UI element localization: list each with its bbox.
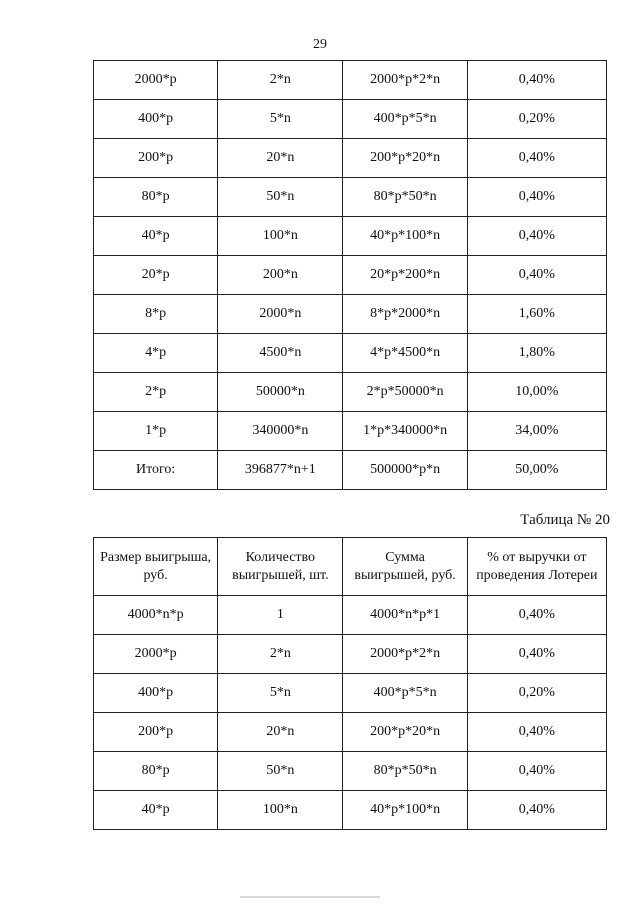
cell-prize-sum: 200*р*20*n — [343, 139, 467, 178]
cell-prize-size: 2*р — [94, 373, 218, 412]
table-row — [94, 295, 607, 334]
cell-prize-sum: 200*р*20*n — [343, 713, 467, 752]
cell-revenue-percent: 0,40% — [467, 635, 606, 674]
table-row — [94, 61, 607, 100]
cell-prize-sum: 4000*n*р*1 — [343, 596, 467, 635]
cell-prize-count: 100*n — [218, 791, 343, 830]
cell-prize-count: 200*n — [218, 256, 343, 295]
cell-prize-sum: 20*р*200*n — [343, 256, 467, 295]
cell-prize-count: 50*n — [218, 752, 343, 791]
table-row — [94, 139, 607, 178]
cell-revenue-percent: 1,60% — [467, 295, 606, 334]
cell-revenue-percent: 10,00% — [467, 373, 606, 412]
cell-revenue-percent: 0,40% — [467, 217, 606, 256]
header-revenue-percent: % от выручки от проведения Лотереи — [467, 538, 606, 596]
cell-prize-size: 40*р — [94, 791, 218, 830]
cell-prize-size: 1*р — [94, 412, 218, 451]
prize-table-body — [94, 61, 607, 490]
cell-prize-size: 200*р — [94, 713, 218, 752]
prize-table-20 — [93, 537, 607, 830]
cell-revenue-percent: 34,00% — [467, 412, 606, 451]
cell-prize-size: 80*р — [94, 752, 218, 791]
header-prize-size: Размер выигрыша, руб. — [94, 538, 218, 596]
cell-revenue-percent: 50,00% — [467, 451, 606, 490]
cell-prize-size: Итого: — [94, 451, 218, 490]
cell-prize-size: 80*р — [94, 178, 218, 217]
cell-revenue-percent: 0,40% — [467, 713, 606, 752]
table-row — [94, 752, 607, 791]
cell-revenue-percent: 0,40% — [467, 61, 606, 100]
table-row — [94, 674, 607, 713]
cell-prize-count: 20*n — [218, 139, 343, 178]
cell-prize-sum: 400*р*5*n — [343, 674, 467, 713]
table-row — [94, 451, 607, 490]
cell-revenue-percent: 0,20% — [467, 674, 606, 713]
cell-prize-count: 5*n — [218, 674, 343, 713]
page-number: 29 — [313, 37, 327, 52]
cell-prize-count: 100*n — [218, 217, 343, 256]
prize-table-body — [94, 596, 607, 830]
cell-prize-sum: 2*р*50000*n — [343, 373, 467, 412]
cell-prize-sum: 1*р*340000*n — [343, 412, 467, 451]
cell-revenue-percent: 0,40% — [467, 752, 606, 791]
cell-prize-sum: 40*р*100*n — [343, 217, 467, 256]
table-row — [94, 334, 607, 373]
cell-prize-count: 396877*n+1 — [218, 451, 343, 490]
cell-prize-size: 2000*р — [94, 61, 218, 100]
table-row — [94, 791, 607, 830]
cell-prize-sum: 2000*р*2*n — [343, 61, 467, 100]
cell-prize-size: 40*р — [94, 217, 218, 256]
table-row — [94, 596, 607, 635]
cell-prize-sum: 4*р*4500*n — [343, 334, 467, 373]
cell-prize-sum: 8*р*2000*n — [343, 295, 467, 334]
cell-prize-sum: 400*р*5*n — [343, 100, 467, 139]
table-row — [94, 100, 607, 139]
table-row — [94, 217, 607, 256]
header-prize-count: Количество выигрышей, шт. — [218, 538, 343, 596]
cell-revenue-percent: 0,40% — [467, 178, 606, 217]
cell-prize-count: 5*n — [218, 100, 343, 139]
table-row — [94, 412, 607, 451]
cell-revenue-percent: 0,20% — [467, 100, 606, 139]
cell-prize-count: 20*n — [218, 713, 343, 752]
cell-prize-size: 4000*n*р — [94, 596, 218, 635]
scan-mark — [240, 896, 380, 898]
cell-prize-count: 2*n — [218, 635, 343, 674]
cell-revenue-percent: 0,40% — [467, 791, 606, 830]
table-caption: Таблица № 20 — [520, 512, 610, 528]
table-row — [94, 256, 607, 295]
table-header-row — [94, 538, 607, 596]
cell-prize-size: 8*р — [94, 295, 218, 334]
cell-prize-size: 400*р — [94, 100, 218, 139]
prize-table-continued — [93, 60, 607, 490]
cell-prize-sum: 40*р*100*n — [343, 791, 467, 830]
cell-revenue-percent: 0,40% — [467, 139, 606, 178]
cell-revenue-percent: 0,40% — [467, 256, 606, 295]
table-row — [94, 713, 607, 752]
cell-prize-count: 4500*n — [218, 334, 343, 373]
cell-prize-sum: 80*р*50*n — [343, 752, 467, 791]
cell-prize-count: 50*n — [218, 178, 343, 217]
table-row — [94, 635, 607, 674]
header-prize-sum: Сумма выигрышей, руб. — [343, 538, 467, 596]
cell-prize-count: 340000*n — [218, 412, 343, 451]
cell-prize-size: 200*р — [94, 139, 218, 178]
cell-revenue-percent: 1,80% — [467, 334, 606, 373]
cell-prize-size: 2000*р — [94, 635, 218, 674]
table-row — [94, 373, 607, 412]
cell-prize-size: 4*р — [94, 334, 218, 373]
cell-prize-size: 400*р — [94, 674, 218, 713]
table-row — [94, 178, 607, 217]
cell-prize-count: 2*n — [218, 61, 343, 100]
cell-prize-sum: 500000*р*n — [343, 451, 467, 490]
cell-prize-count: 2000*n — [218, 295, 343, 334]
cell-prize-count: 1 — [218, 596, 343, 635]
cell-prize-sum: 2000*р*2*n — [343, 635, 467, 674]
cell-revenue-percent: 0,40% — [467, 596, 606, 635]
cell-prize-count: 50000*n — [218, 373, 343, 412]
cell-prize-sum: 80*р*50*n — [343, 178, 467, 217]
cell-prize-size: 20*р — [94, 256, 218, 295]
